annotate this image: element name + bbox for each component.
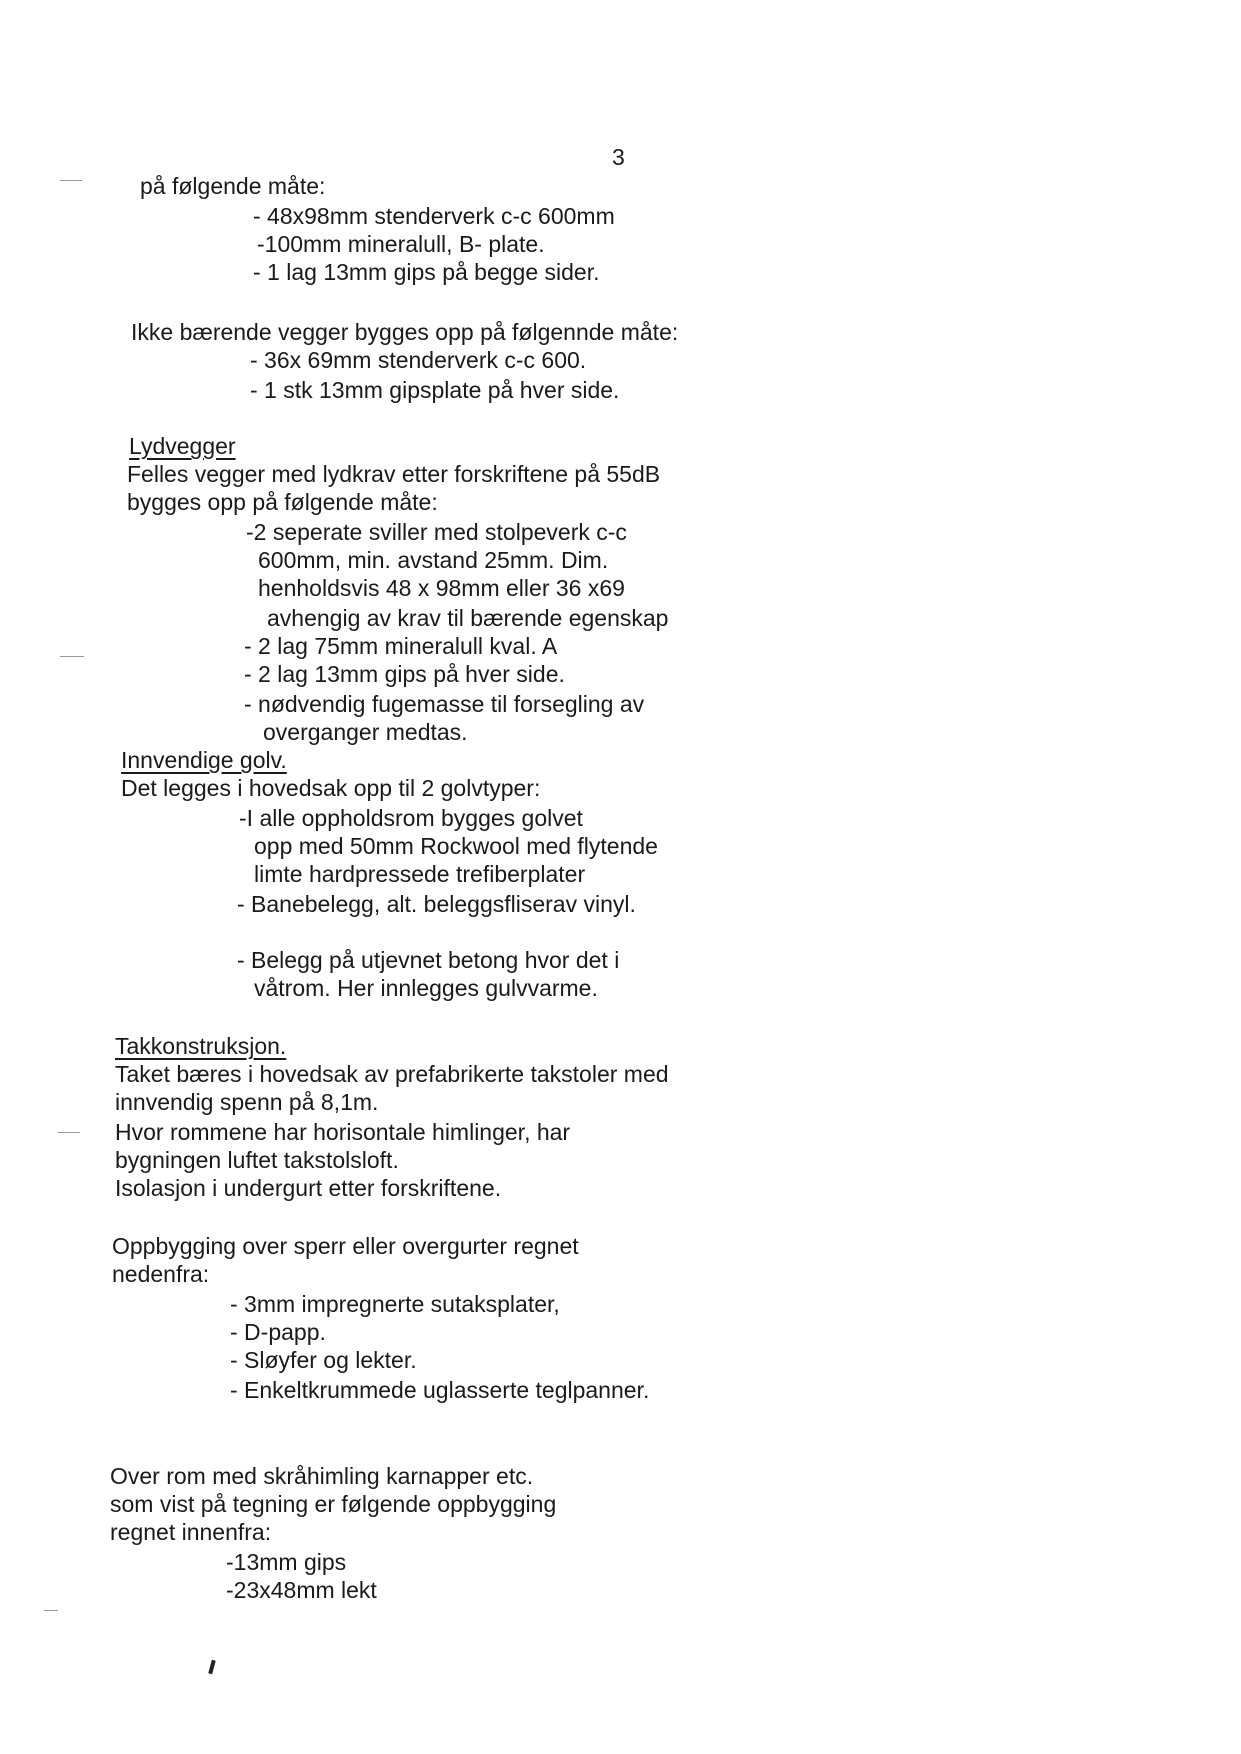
list-item: -100mm mineralull, B- plate. — [257, 231, 545, 257]
list-item: - 48x98mm stenderverk c-c 600mm — [253, 203, 615, 229]
list-item: -13mm gips — [226, 1549, 347, 1575]
text-line: som vist på tegning er følgende oppbygging — [110, 1491, 557, 1517]
list-item: overganger medtas. — [263, 719, 468, 745]
scan-mark — [60, 180, 82, 181]
text-line: Hvor rommene har horisontale himlinger, har — [115, 1119, 571, 1145]
list-item: - D-papp. — [230, 1319, 326, 1345]
scan-mark — [58, 1132, 80, 1133]
list-item: -2 seperate sviller med stolpeverk c-c — [246, 519, 627, 545]
page-number: 3 — [612, 144, 625, 170]
text-line: bygges opp på følgende måte: — [127, 489, 438, 515]
list-item: limte hardpressede trefiberplater — [254, 861, 586, 887]
list-item: -23x48mm lekt — [226, 1577, 377, 1603]
text-line: på følgende måte: — [140, 173, 326, 199]
list-item: - 2 lag 75mm mineralull kval. A — [244, 633, 558, 659]
list-item: - 36x 69mm stenderverk c-c 600. — [250, 347, 587, 373]
list-item: våtrom. Her innlegges gulvvarme. — [254, 975, 598, 1001]
list-item: - 2 lag 13mm gips på hver side. — [244, 661, 565, 687]
list-item: - 1 stk 13mm gipsplate på hver side. — [250, 377, 620, 403]
list-item: - 3mm impregnerte sutaksplater, — [230, 1291, 560, 1317]
text-line: Felles vegger med lydkrav etter forskriftene på 55dB — [127, 461, 661, 487]
text-line: Taket bæres i hovedsak av prefabrikerte takstoler med — [115, 1061, 669, 1087]
list-item: henholdsvis 48 x 98mm eller 36 x69 — [258, 575, 625, 601]
list-item: -I alle oppholdsrom bygges golvet — [239, 805, 583, 831]
text-line: Isolasjon i undergurt etter forskriftene. — [115, 1175, 502, 1201]
text-line: Over rom med skråhimling karnapper etc. — [110, 1463, 534, 1489]
list-item: 600mm, min. avstand 25mm. Dim. — [258, 547, 609, 573]
text-line: Oppbygging over sperr eller overgurter regnet — [112, 1233, 579, 1259]
list-item: - Sløyfer og lekter. — [230, 1347, 417, 1373]
section-heading: Takkonstruksjon. — [115, 1033, 287, 1059]
text-line: innvendig spenn på 8,1m. — [115, 1089, 379, 1115]
ink-mark — [208, 1660, 215, 1675]
list-item: - 1 lag 13mm gips på begge sider. — [253, 259, 600, 285]
text-line: bygningen luftet takstolsloft. — [115, 1147, 399, 1173]
scan-mark — [44, 1610, 58, 1611]
list-item: - Belegg på utjevnet betong hvor det i — [237, 947, 620, 973]
text-line: nedenfra: — [112, 1261, 210, 1287]
section-heading: Innvendige golv. — [121, 747, 287, 773]
list-item: opp med 50mm Rockwool med flytende — [254, 833, 658, 859]
section-heading: Lydvegger — [129, 433, 236, 459]
list-item: avhengig av krav til bærende egenskap — [267, 605, 669, 631]
text-line: regnet innenfra: — [110, 1519, 272, 1545]
list-item: - Banebelegg, alt. beleggsfliserav vinyl. — [237, 891, 636, 917]
scan-mark — [60, 656, 84, 657]
text-line: Det legges i hovedsak opp til 2 golvtyper: — [121, 775, 541, 801]
list-item: - nødvendig fugemasse til forsegling av — [244, 691, 645, 717]
text-line: Ikke bærende vegger bygges opp på følgennde måte: — [131, 319, 679, 345]
list-item: - Enkeltkrummede uglasserte teglpanner. — [230, 1377, 650, 1403]
